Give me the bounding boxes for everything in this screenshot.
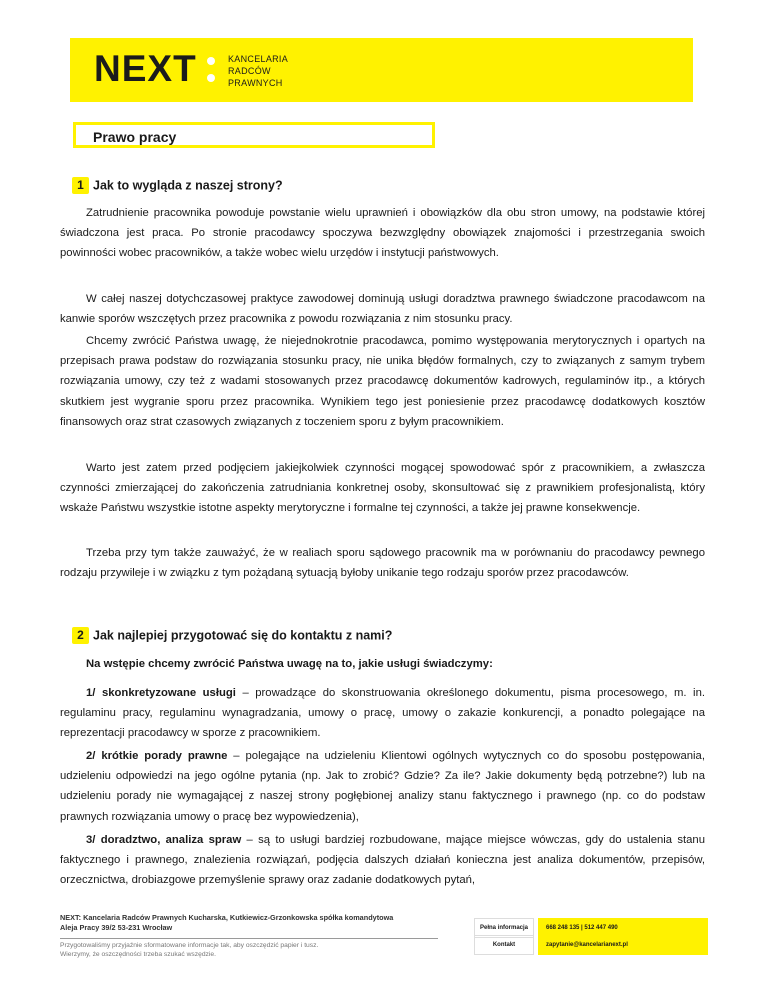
question-1-heading: 1 Jak to wygląda z naszej strony? xyxy=(72,177,283,194)
logo-wordmark: NEXT xyxy=(94,48,197,89)
service-item: 1/ skonkretyzowane usługi – prowadzące do skonstruowania określonego dokumentu, pisma procesowego, m. in. regulaminu pracy, regulaminu wynagradzania, umowy o pracę, umowy o zakazie konkurencji, a ponadto polegające na reprezentacji pracodawcy w sporze z pracownikiem. xyxy=(60,687,705,740)
contact-email-link[interactable]: zapytanie@kancelarianext.pl xyxy=(538,935,708,955)
footer-divider xyxy=(60,938,438,939)
intro-line: Na wstępie chcemy zwrócić Państwa uwagę na to, jakie usługi świadczymy: xyxy=(86,658,493,670)
section-title-box xyxy=(73,122,435,148)
service-item: 2/ krótkie porady prawne – polegające na udzieleniu Klientowi ogólnych wytycznych co do sposobu postępowania, udzieleniu odpowiedzi na jego ogólne pytania (np. Jak to zrobić? Gdzie? Za ile? Jakie dokumenty będą potrzebne?) lub na udzieleniu porady nie wymagającej z naszej strony pogłębionej analizy stanu faktycznego i prawnego (np. co do podstaw prawnych rozwiązania umowy o pracę bez wypowiedzenia), xyxy=(60,750,705,823)
logo-subtitle: KANCELARIA RADCÓW PRAWNYCH xyxy=(228,54,289,88)
question-number-badge: 2 xyxy=(72,627,89,644)
header-banner xyxy=(70,38,693,102)
paragraph: Zatrudnienie pracownika powoduje powstanie wielu uprawnień i obowiązków dla obu stron umowy, na podstawie której świadczona jest praca. Po stronie pracodawcy spoczywa bezwzględny obowiązek znajomości i przestrzegania swoich powinności wobec pracowników, a także wobec wielu urzędów i instytucji państwowych. xyxy=(60,207,705,260)
info-label: Pełna informacja xyxy=(474,918,534,938)
service-item: 3/ doradztwo, analiza spraw – są to usługi bardziej rozbudowane, mające miejsce wówczas, gdy do ustalenia stanu faktycznego i prawnego, znalezienia rozwiązań, podjęcia dalszych działań konieczna jest analiza dokumentów, przepisów, orzecznictwa, drobiazgowe przemyślenie sprawy oraz zadanie dodatkowych pytań, xyxy=(60,834,705,887)
paragraph: Warto jest zatem przed podjęciem jakiejkolwiek czynności mogącej spowodować spór z pracownikiem, a zwłaszcza czynności zmierzającej do zakończenia zatrudniania konkretnej osoby, skonsultować się z prawnikiem profesjonalistą, który wskaże Państwu wszystkie istotne aspekty merytoryczne i formalne tej czynności, a także jej prawne konsekwencje. xyxy=(60,462,705,515)
phone-numbers[interactable]: 668 248 135 | 512 447 490 xyxy=(538,918,708,938)
question-2-heading: 2 Jak najlepiej przygotować się do kontaktu z nami? xyxy=(72,627,392,644)
footer-note: Przygotowaliśmy przyjaźnie sformatowane informacje tak, aby oszczędzić papier i tusz. Wierzymy, że oszczędności trzeba szukać wszędzie. xyxy=(60,942,319,958)
paragraph: W całej naszej dotychczasowej praktyce zawodowej dominują usługi doradztwa prawnego świadczone pracodawcom na kanwie sporów wszczętych przez pracownika z powodu rozwiązania z nim stosunku pracy. xyxy=(60,293,705,326)
paragraph: Trzeba przy tym także zauważyć, że w realiach sporu sądowego pracownik ma w porównaniu do pracodawcy pewnego rodzaju przywileje i w związku z tym pożądaną sytuacją byłoby unikanie tego rodzaju sporów przez pracodawców. xyxy=(60,547,705,580)
footer-company: NEXT: Kancelaria Radców Prawnych Kucharska, Kutkiewicz-Grzonkowska spółka komandytowa Aleja Pracy 39/2 53-231 Wrocław xyxy=(60,913,394,932)
section-title: Prawo pracy xyxy=(93,129,177,145)
question-number-badge: 1 xyxy=(72,177,89,194)
paragraph: Chcemy zwrócić Państwa uwagę, że niejednokrotnie pracodawca, pomimo występowania merytorycznych i opartych na przepisach prawa podstaw do rozwiązania stosunku pracy, nie unika błędów formalnych, czy to związanych z samym trybem rozwiązania umowy, czy też z wadami stosowanych przez pracodawcę dokumentów kadrowych, regulaminów itp., a których skutkiem jest wygranie sporu przez pracownika. Wynikiem tego jest poniesienie przez pracodawcę dodatkowych kosztów finansowych oraz strat czasowych związanych z toczeniem sporu z byłym pracownikiem. xyxy=(60,335,705,428)
contact-label: Kontakt xyxy=(474,935,534,955)
logo-colon-icon xyxy=(207,57,215,91)
